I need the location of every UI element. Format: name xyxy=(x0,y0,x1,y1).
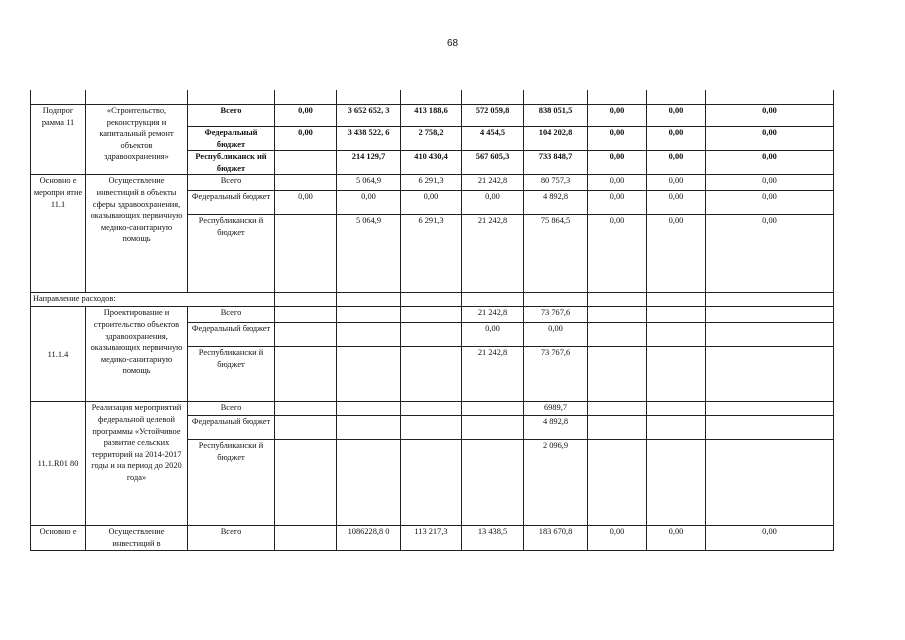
amount-cell: 0,00 xyxy=(588,105,647,127)
amount-cell xyxy=(401,323,462,347)
amount-cell xyxy=(275,402,337,416)
amount-cell: 2 758,2 xyxy=(401,127,462,151)
amount-cell: 0,00 xyxy=(706,215,834,293)
budget-table xyxy=(30,90,834,551)
program-code: 11.1.4 xyxy=(31,307,86,402)
amount-cell: 0,00 xyxy=(588,175,647,191)
amount-cell xyxy=(588,440,647,526)
amount-cell: 0,00 xyxy=(588,127,647,151)
program-name: Проектирование и строительство объектов здравоохранения, оказывающих первичную медико-санитарную помощь xyxy=(86,307,188,402)
amount-cell: 4 892,8 xyxy=(524,416,588,440)
amount-cell: 733 848,7 xyxy=(524,151,588,175)
funding-source: Всего xyxy=(188,105,275,127)
amount-cell: 0,00 xyxy=(588,151,647,175)
amount-cell xyxy=(275,347,337,402)
section-label: Направление расходов: xyxy=(31,293,275,307)
funding-source: Республикански й бюджет xyxy=(188,215,275,293)
amount-cell: 104 202,8 xyxy=(524,127,588,151)
amount-cell: 5 064,9 xyxy=(337,175,401,191)
funding-source: Всего xyxy=(188,175,275,191)
amount-cell: 214 129,7 xyxy=(337,151,401,175)
amount-cell xyxy=(588,323,647,347)
funding-source: Респуб.ликанск ий бюджет xyxy=(188,151,275,175)
amount-cell: 3 652 652, 3 xyxy=(337,105,401,127)
amount-cell: 572 059,8 xyxy=(462,105,524,127)
funding-source: Федеральный бюджет xyxy=(188,127,275,151)
amount-cell: 13 438,5 xyxy=(462,526,524,550)
amount-cell: 0,00 xyxy=(647,526,706,550)
amount-cell xyxy=(462,440,524,526)
amount-cell: 5 064,9 xyxy=(337,215,401,293)
table-row xyxy=(31,307,834,323)
amount-cell: 0,00 xyxy=(706,105,834,127)
program-name: Осуществление инвестиций в xyxy=(86,526,188,550)
amount-cell xyxy=(647,440,706,526)
table-row xyxy=(31,526,834,550)
amount-cell xyxy=(462,402,524,416)
empty-cell xyxy=(706,293,834,307)
amount-cell xyxy=(275,440,337,526)
amount-cell: 0,00 xyxy=(706,526,834,550)
amount-cell xyxy=(337,416,401,440)
amount-cell xyxy=(337,440,401,526)
funding-source: Всего xyxy=(188,307,275,323)
amount-cell: 1086228,8 0 xyxy=(337,526,401,550)
amount-cell: 183 670,8 xyxy=(524,526,588,550)
amount-cell: 0,00 xyxy=(275,191,337,215)
amount-cell: 0,00 xyxy=(647,191,706,215)
amount-cell xyxy=(401,440,462,526)
empty-cell xyxy=(275,293,337,307)
funding-source: Республикански й бюджет xyxy=(188,440,275,526)
amount-cell: 0,00 xyxy=(588,215,647,293)
amount-cell: 6989,7 xyxy=(524,402,588,416)
amount-cell: 0,00 xyxy=(647,175,706,191)
amount-cell xyxy=(337,307,401,323)
amount-cell xyxy=(647,402,706,416)
amount-cell: 0,00 xyxy=(647,215,706,293)
amount-cell: 80 757,3 xyxy=(524,175,588,191)
amount-cell xyxy=(401,402,462,416)
funding-source: Федеральный бюджет xyxy=(188,416,275,440)
page-number: 68 xyxy=(446,38,459,49)
amount-cell xyxy=(401,347,462,402)
amount-cell: 0,00 xyxy=(647,105,706,127)
amount-cell xyxy=(337,323,401,347)
section-row xyxy=(31,293,834,307)
table-body xyxy=(31,105,834,551)
amount-cell xyxy=(401,307,462,323)
amount-cell xyxy=(706,347,834,402)
amount-cell: 73 767,6 xyxy=(524,347,588,402)
amount-cell xyxy=(275,215,337,293)
amount-cell xyxy=(337,347,401,402)
amount-cell: 413 188,6 xyxy=(401,105,462,127)
amount-cell: 0,00 xyxy=(706,151,834,175)
amount-cell xyxy=(647,323,706,347)
amount-cell xyxy=(337,402,401,416)
amount-cell: 0,00 xyxy=(524,323,588,347)
amount-cell: 4 892,8 xyxy=(524,191,588,215)
amount-cell: 0,00 xyxy=(275,127,337,151)
amount-cell xyxy=(275,175,337,191)
amount-cell: 410 430,4 xyxy=(401,151,462,175)
amount-cell xyxy=(706,416,834,440)
empty-cell xyxy=(462,293,524,307)
program-name: Осуществление инвестиций в объекты сферы здравоохранения, оказывающих первичную медико-санитарную помощь xyxy=(86,175,188,293)
amount-cell xyxy=(647,347,706,402)
amount-cell: 0,00 xyxy=(462,191,524,215)
amount-cell: 0,00 xyxy=(462,323,524,347)
amount-cell: 0,00 xyxy=(588,526,647,550)
amount-cell xyxy=(647,416,706,440)
amount-cell xyxy=(588,416,647,440)
amount-cell: 113 217,3 xyxy=(401,526,462,550)
amount-cell: 21 242,8 xyxy=(462,215,524,293)
amount-cell: 6 291,3 xyxy=(401,215,462,293)
funding-source: Федеральный бюджет xyxy=(188,323,275,347)
amount-cell xyxy=(706,323,834,347)
amount-cell: 2 096,9 xyxy=(524,440,588,526)
amount-cell: 21 242,8 xyxy=(462,307,524,323)
amount-cell: 0,00 xyxy=(401,191,462,215)
amount-cell xyxy=(275,416,337,440)
amount-cell xyxy=(275,151,337,175)
empty-cell xyxy=(401,293,462,307)
table-top-row xyxy=(31,90,834,105)
amount-cell xyxy=(706,402,834,416)
funding-source: Всего xyxy=(188,402,275,416)
program-name: «Строительство, реконструкция и капитальный ремонт объектов здравоохранения» xyxy=(86,105,188,175)
empty-cell xyxy=(647,293,706,307)
program-code: 11.1.R01 80 xyxy=(31,402,86,526)
funding-source: Республикански й бюджет xyxy=(188,347,275,402)
table-row xyxy=(31,402,834,416)
amount-cell xyxy=(706,440,834,526)
program-name: Реализация мероприятий федеральной целевой программы «Устойчивое развитие сельских территорий на 2014-2017 годы и на период до 2020 года» xyxy=(86,402,188,526)
funding-source: Всего xyxy=(188,526,275,550)
amount-cell: 21 242,8 xyxy=(462,175,524,191)
amount-cell xyxy=(588,402,647,416)
amount-cell: 0,00 xyxy=(337,191,401,215)
amount-cell: 0,00 xyxy=(706,127,834,151)
amount-cell xyxy=(647,307,706,323)
amount-cell: 0,00 xyxy=(706,191,834,215)
empty-cell xyxy=(588,293,647,307)
empty-cell xyxy=(524,293,588,307)
amount-cell xyxy=(706,307,834,323)
funding-source: Федеральный бюджет xyxy=(188,191,275,215)
amount-cell: 21 242,8 xyxy=(462,347,524,402)
amount-cell: 0,00 xyxy=(647,127,706,151)
amount-cell xyxy=(275,307,337,323)
amount-cell: 0,00 xyxy=(275,105,337,127)
program-code: Основно е xyxy=(31,526,86,550)
amount-cell xyxy=(588,307,647,323)
amount-cell: 3 438 522, 6 xyxy=(337,127,401,151)
amount-cell: 6 291,3 xyxy=(401,175,462,191)
amount-cell: 567 605,3 xyxy=(462,151,524,175)
amount-cell xyxy=(275,323,337,347)
amount-cell: 73 767,6 xyxy=(524,307,588,323)
empty-cell xyxy=(337,293,401,307)
amount-cell: 0,00 xyxy=(588,191,647,215)
amount-cell: 75 864,5 xyxy=(524,215,588,293)
program-code: Подпрог рамма 11 xyxy=(31,105,86,175)
amount-cell: 4 454,5 xyxy=(462,127,524,151)
amount-cell: 0,00 xyxy=(706,175,834,191)
amount-cell xyxy=(588,347,647,402)
program-code: Основно е меропри ятие 11.1 xyxy=(31,175,86,293)
amount-cell xyxy=(462,416,524,440)
table-row xyxy=(31,105,834,127)
table-row xyxy=(31,175,834,191)
amount-cell: 0,00 xyxy=(647,151,706,175)
amount-cell xyxy=(275,526,337,550)
amount-cell xyxy=(401,416,462,440)
amount-cell: 838 051,5 xyxy=(524,105,588,127)
